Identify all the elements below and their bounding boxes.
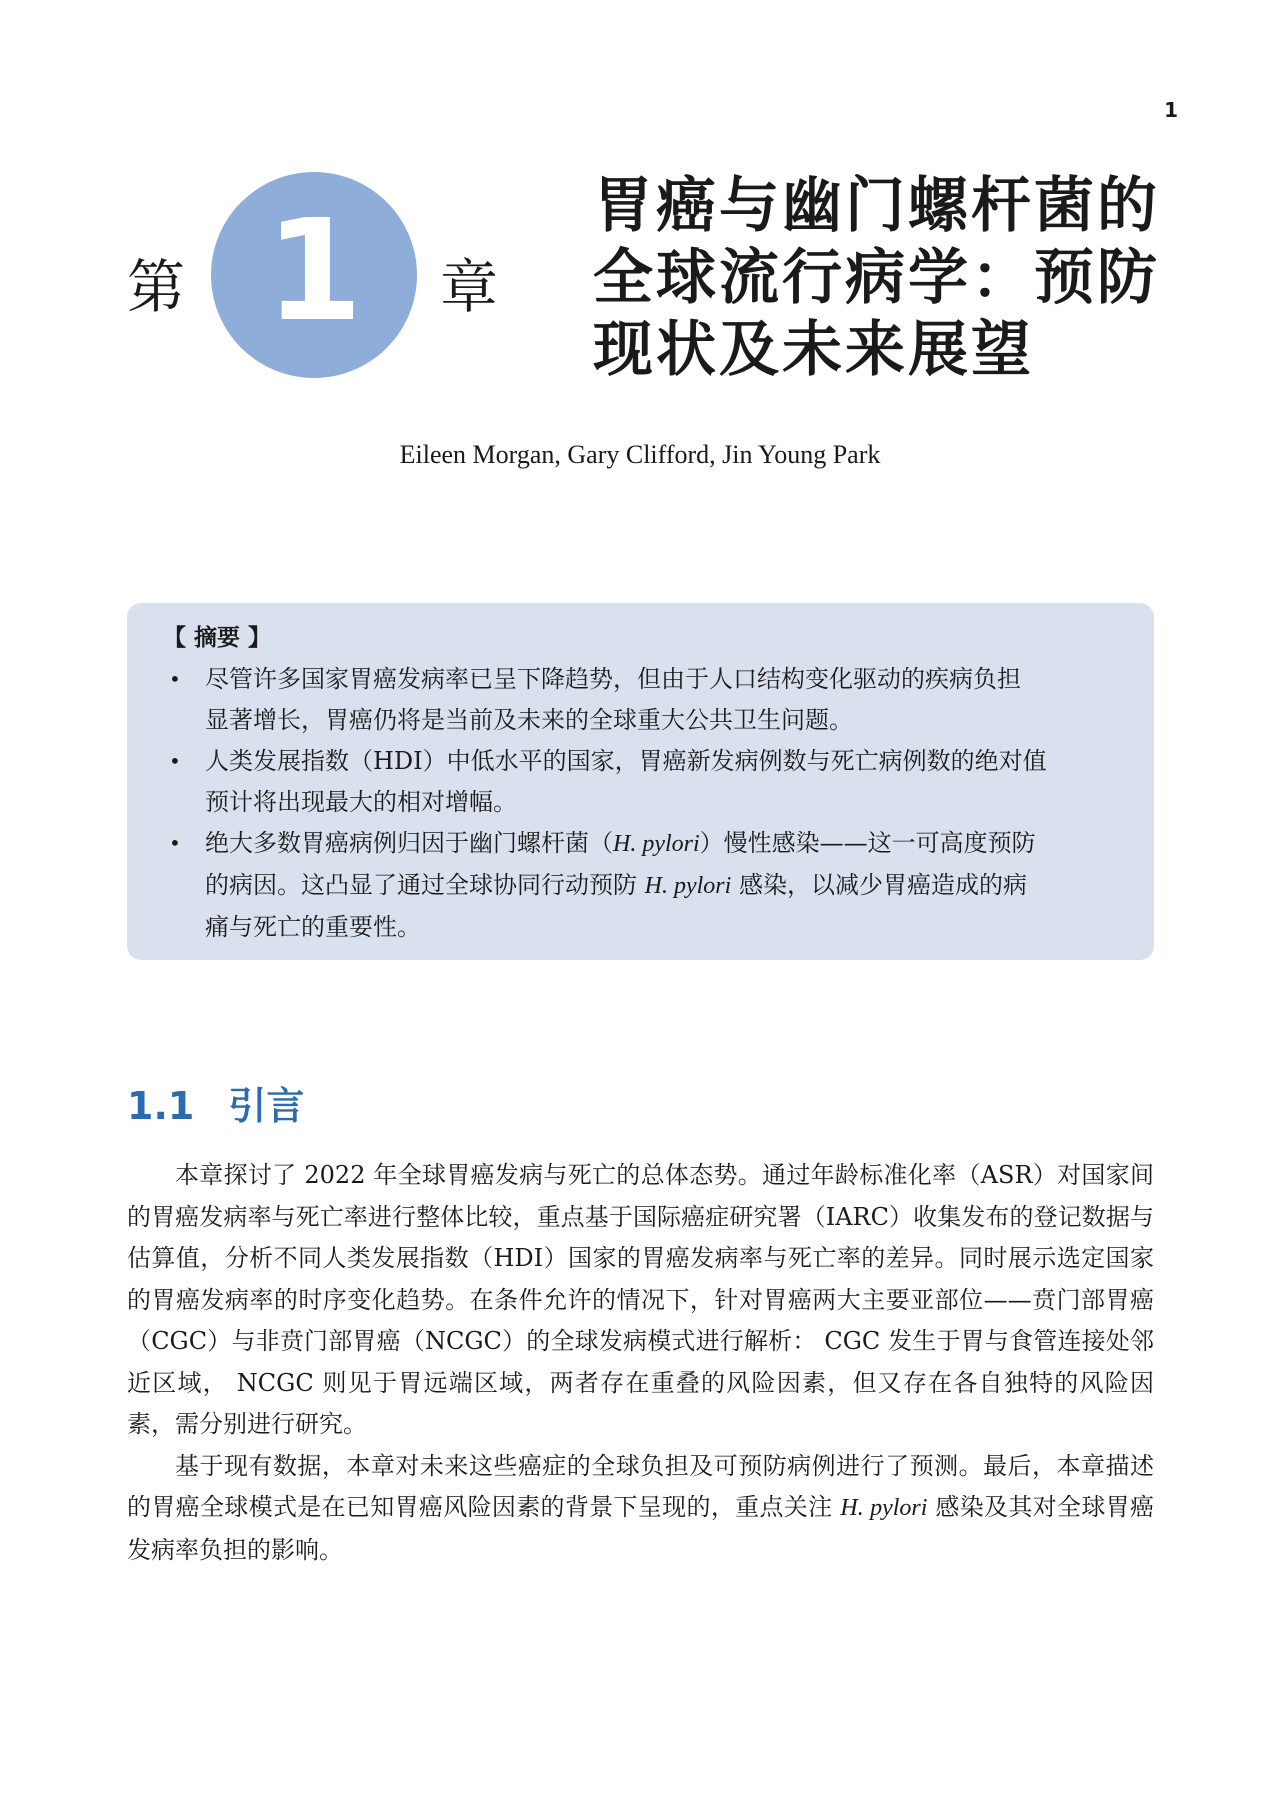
chapter-header [127,170,1160,410]
chapter-number: 1 [265,190,363,353]
chapter-suffix: 章 [440,253,499,321]
chapter-title-line: 现状及未来展望 [593,315,1034,385]
section-number: 1.1 [127,1084,195,1128]
bullet-icon: • [169,667,181,691]
bullet-icon: • [169,749,181,773]
abstract-item [163,823,1118,948]
abstract-item [163,659,1118,741]
authors: Eileen Morgan, Gary Clifford, Jin Young Park [399,440,881,469]
body-text [127,1155,1154,1571]
chapter-number-circle [211,172,417,378]
abstract-line: 人类发展指数（HDI）中低水平的国家，胃癌新发病例数与死亡病例数的绝对值 [205,747,1047,775]
species-name: H. pylori [613,831,700,857]
abstract-text: ）慢性感染——这一可高度预防 [699,829,1036,857]
chapter-title-line: 全球流行病学：预防 [593,243,1160,313]
bullet-icon: • [169,831,181,855]
abstract-item [163,741,1118,823]
abstract-box [127,603,1154,960]
abstract-text: 感染，以减少胃癌造成的病 [731,871,1027,899]
abstract-line: 预计将出现最大的相对增幅。 [205,788,517,816]
abstract-text: 的病因。这凸显了通过全球协同行动预防 [205,871,645,899]
chapter-title [593,170,1173,386]
abstract-text: 绝大多数胃癌病例归因于幽门螺杆菌（ [205,829,613,857]
species-name: H. pylori [644,873,732,899]
paragraph-text: 基于现有数据，本章对未来这些癌症的全球负担及可预防病例进行了预测。最后，本章描述的胃癌全球模式是在已知胃癌风险因素的背景下呈现的，重点关注 [127,1451,1154,1521]
chapter-title-line: 胃癌与幽门螺杆菌的 [593,171,1160,241]
paragraph: 本章探讨了 2022 年全球胃癌发病与死亡的总体态势。通过年龄标准化率（ASR）对国家间的胃癌发病率与死亡率进行整体比较，重点基于国际癌症研究署（IARC）收集发布的登记数据与估算值，分析不同人类发展指数（HDI）国家的胃癌发病率与死亡率的差异。同时展示选定国家的胃癌发病率的时序变化趋势。在条件允许的情况下，针对胃癌两大主要亚部位——贲门部胃癌（CGC）与非贲门部胃癌（NCGC）的全球发病模式进行解析： CGC 发生于胃与食管连接处邻近区域， NCGC 则见于胃远端区域，两者存在重叠的风险因素，但又存在各自独特的风险因素，需分别进行研究。 [127,1161,1154,1438]
abstract-text: 痛与死亡的重要性。 [205,913,421,941]
paragraph-text: 感染及其对全球胃癌发病率负担的影响。 [127,1493,1154,1564]
page-number: 1 [1164,98,1178,122]
abstract-heading: 【 摘要 】 [163,625,272,651]
abstract-list [163,659,1118,948]
abstract-line: 尽管许多国家胃癌发病率已呈下降趋势，但由于人口结构变化驱动的疾病负担 [205,665,1021,693]
section-title: 引言 [228,1084,305,1128]
chapter-prefix: 第 [127,253,186,321]
section-heading [127,1075,304,1130]
paragraph [127,1446,1154,1572]
abstract-line: 显著增长，胃癌仍将是当前及未来的全球重大公共卫生问题。 [205,706,853,734]
species-name: H. pylori [840,1495,928,1521]
